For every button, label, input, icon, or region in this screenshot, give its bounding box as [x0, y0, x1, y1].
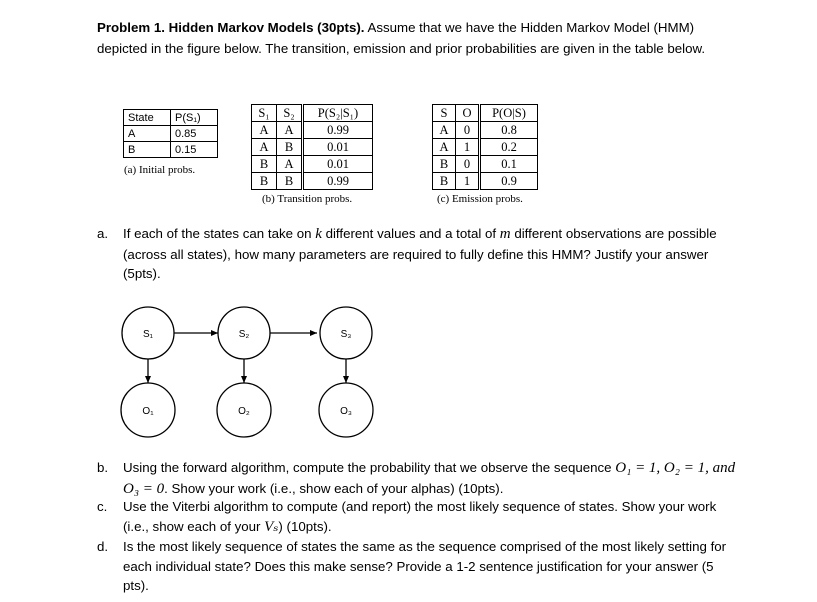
question-c [97, 497, 737, 537]
table-cell: 1 [456, 173, 480, 190]
table-cell: A [433, 139, 456, 156]
question-label: a. [97, 226, 109, 241]
math-variable: m [499, 226, 511, 242]
emission-probs-caption: (c) Emission probs. [437, 193, 523, 205]
observation-label: O₂ [238, 406, 250, 417]
table-cell: B [124, 142, 171, 158]
math-expression: O₁ = 1, O₂ = 1, and O₃ = 0 [123, 460, 736, 497]
table-cell: 0 [456, 122, 480, 139]
table-cell: 0.9 [480, 173, 538, 190]
math-expression: Vₛ [264, 518, 279, 535]
initial-probs-caption: (a) Initial probs. [124, 164, 196, 176]
table-cell: A [124, 126, 171, 142]
table-cell: 0.01 [303, 156, 373, 173]
table-cell: A [433, 122, 456, 139]
question-text-part: Using the forward algorithm, compute the probability that we observe the sequence [123, 460, 616, 475]
table-header: O [456, 105, 480, 122]
question-label: b. [97, 460, 109, 475]
table-cell: 0 [456, 156, 480, 173]
state-label: S₁ [142, 329, 154, 340]
table-cell: A [277, 156, 303, 173]
question-label: c. [97, 499, 108, 514]
table-header: S₁ [252, 105, 277, 122]
question-text-part: Use the Viterbi algorithm to compute (and report) the most likely sequence of states. Show your work (i.e., show each of your [123, 499, 717, 534]
table-cell: B [433, 156, 456, 173]
transition-probs-caption: (b) Transition probs. [262, 193, 353, 205]
table-cell: B [277, 139, 303, 156]
question-text: Is the most likely sequence of states the same as the sequence comprised of the most likely setting for each individual state? Does this make sense? Provide a 1-2 sentence justification for your answer (5 pts). [123, 539, 727, 593]
table-cell: 0.15 [171, 142, 218, 158]
table-header: State [124, 110, 171, 126]
question-label: d. [97, 539, 109, 554]
observation-label: O₁ [142, 406, 154, 417]
table-cell: B [277, 173, 303, 190]
table-cell: 1 [456, 139, 480, 156]
table-cell: A [252, 139, 277, 156]
question-text-part: different observations are possible (across all states), how many parameters are required to fully define this HMM? Justify your answer (5pts). [123, 226, 717, 281]
question-text-part: . Show your work (i.e., show each of your alphas) (10pts). [164, 480, 504, 496]
math-variable: k [315, 226, 322, 242]
table-cell: B [433, 173, 456, 190]
question-text-part: If each of the states can take on [123, 226, 316, 241]
problem-title: Problem 1. Hidden Markov Models (30pts). [97, 20, 365, 35]
table-cell: 0.2 [480, 139, 538, 156]
table-header: P(S₁) [171, 110, 218, 126]
question-text-part: different values and a total of [321, 226, 500, 241]
table-cell: 0.99 [303, 173, 373, 190]
table-cell: 0.1 [480, 156, 538, 173]
question-text-part: ) (10pts). [278, 518, 332, 534]
table-cell: 0.8 [480, 122, 538, 139]
table-cell: B [252, 156, 277, 173]
question-text [123, 458, 737, 499]
table-cell: A [277, 122, 303, 139]
table-cell: 0.85 [171, 126, 218, 142]
question-d [97, 537, 737, 596]
observation-label: O₃ [340, 406, 352, 417]
table-cell: A [252, 122, 277, 139]
state-label: S₃ [340, 329, 352, 340]
question-b [97, 458, 737, 499]
question-text [123, 497, 737, 537]
table-cell: B [252, 173, 277, 190]
table-cell: 0.01 [303, 139, 373, 156]
table-cell: 0.99 [303, 122, 373, 139]
state-label: S₂ [238, 329, 250, 340]
problem-description: Assume that we have the Hidden Markov Model (HMM) depicted in the figure below. The transition, emission and prior probabilities are given in the table below. [97, 20, 706, 56]
table-header: P(O|S) [480, 105, 538, 122]
table-header: P(S₂|S₁) [303, 105, 373, 122]
table-header: S [433, 105, 456, 122]
table-header: S₂ [277, 105, 303, 122]
